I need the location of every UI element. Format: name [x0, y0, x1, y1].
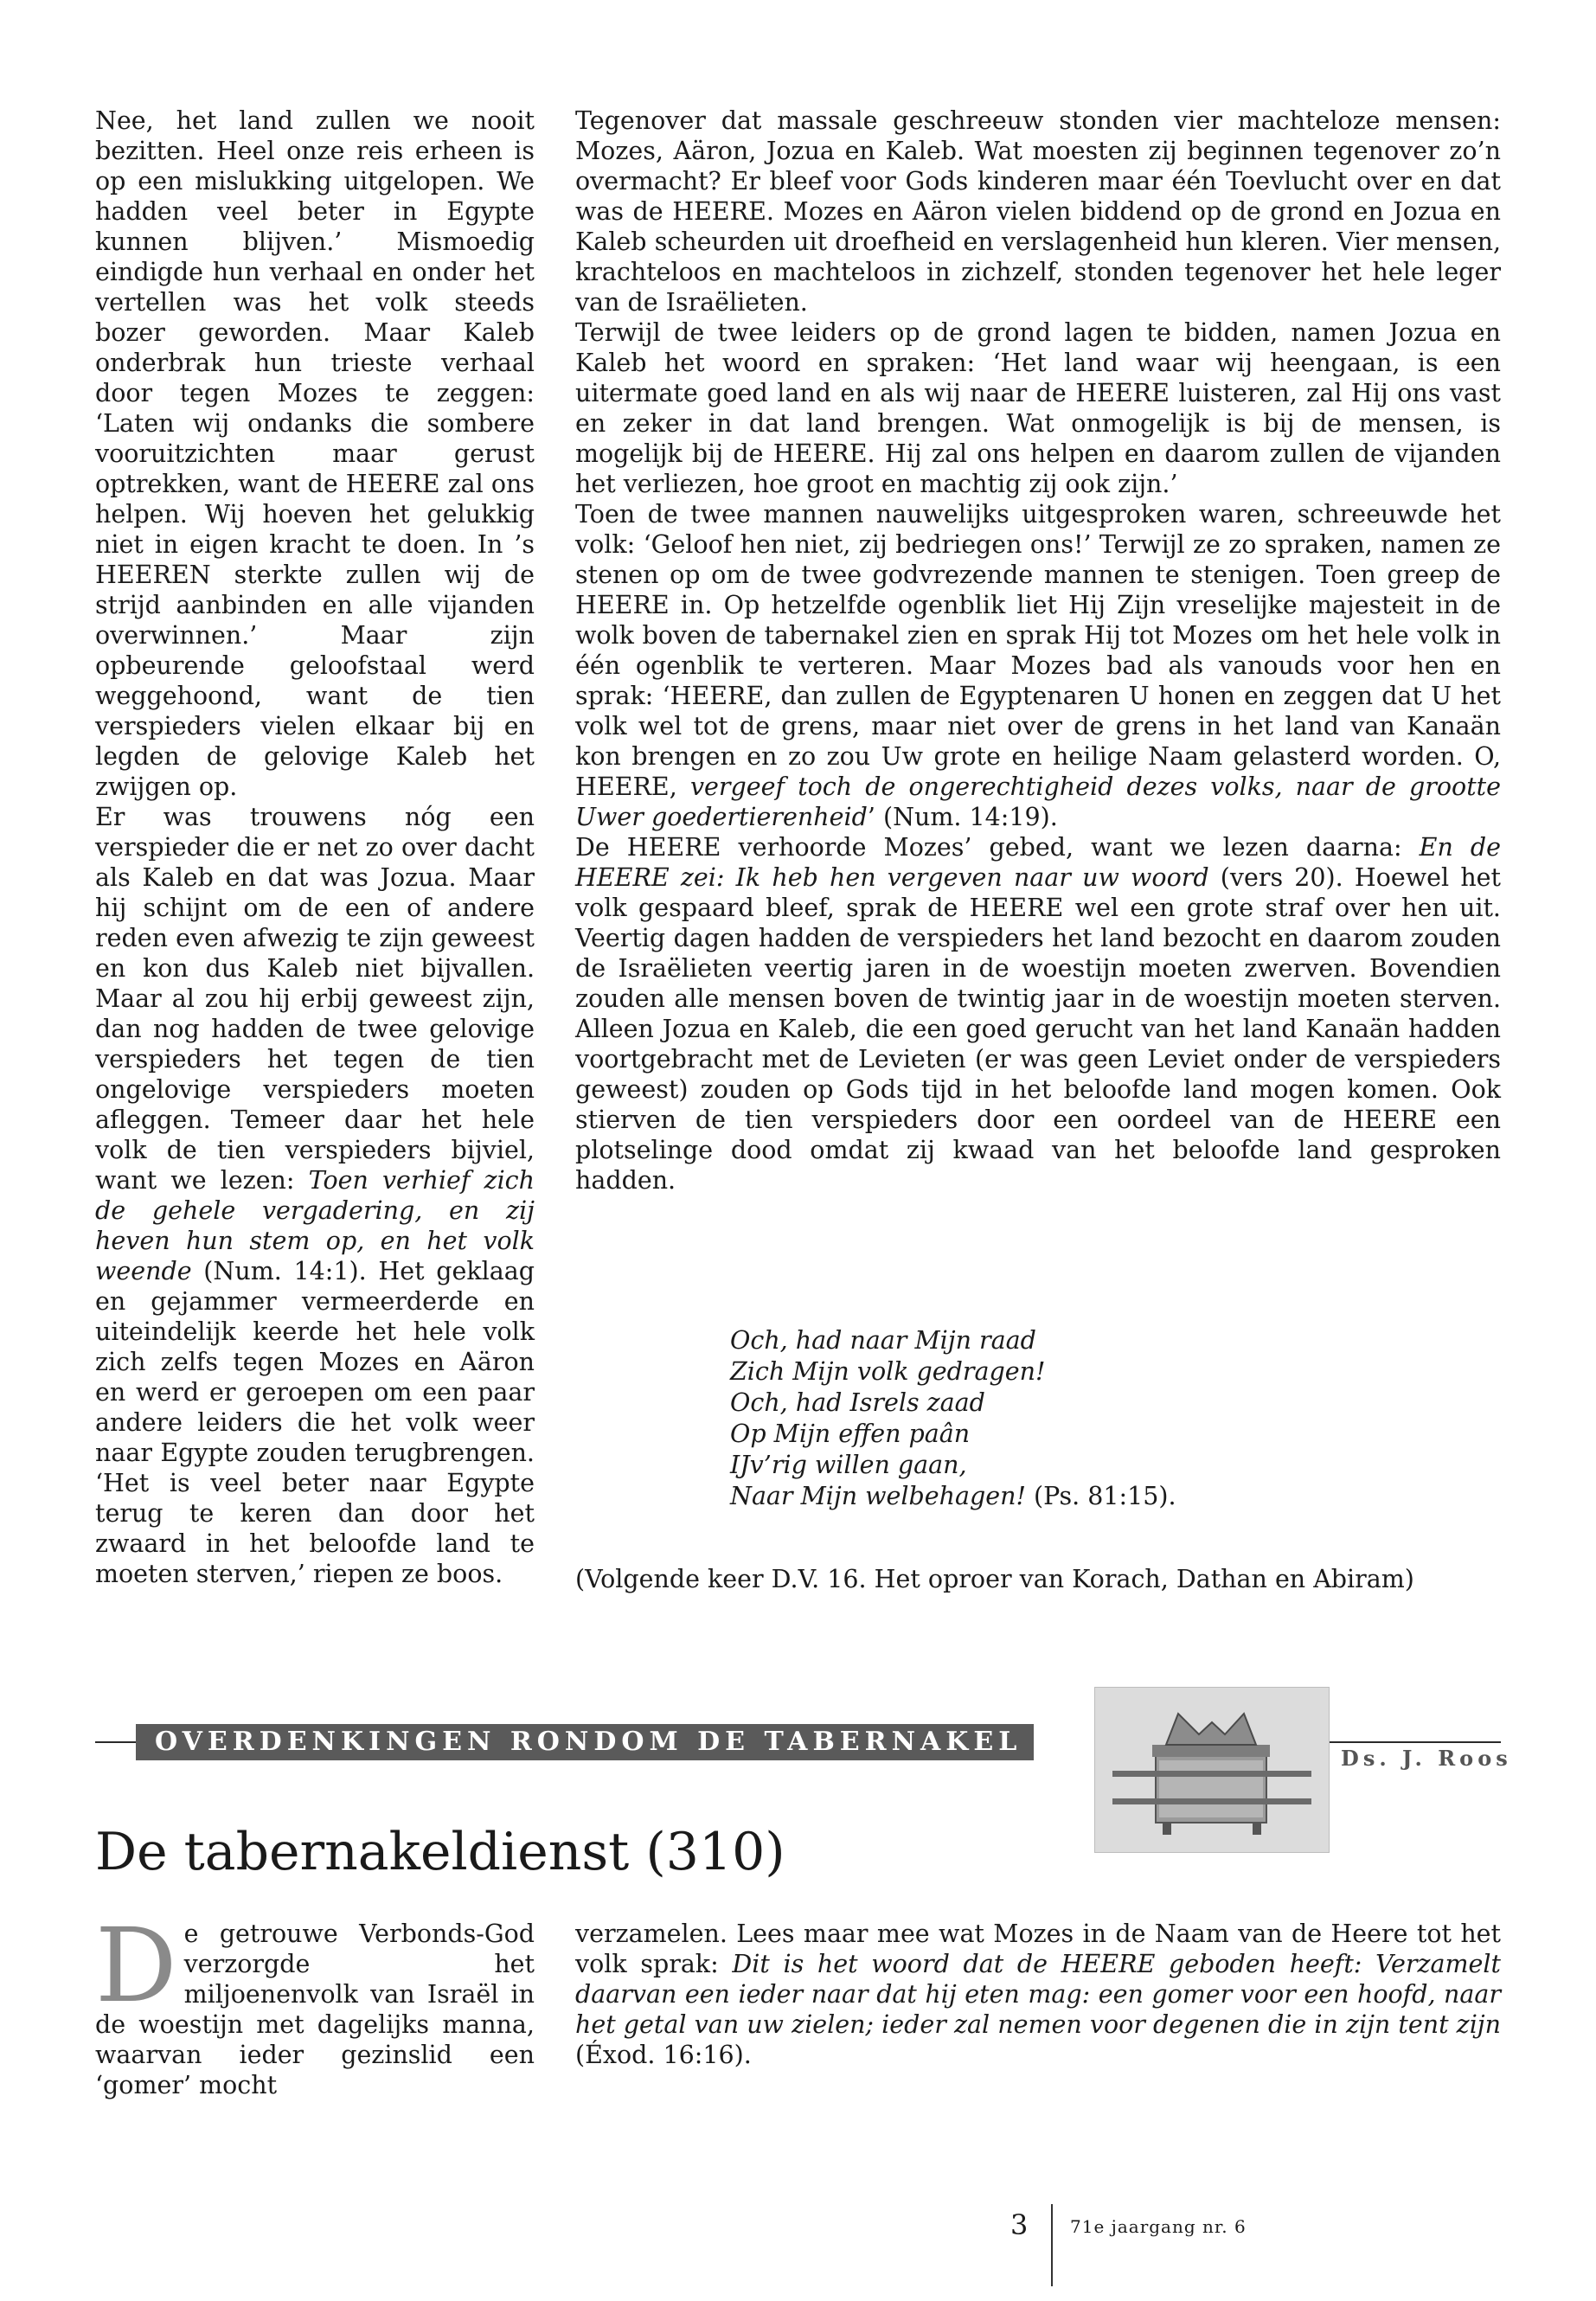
rubric-rule-right	[1328, 1741, 1501, 1743]
left-column	[95, 106, 535, 1589]
page-number: 3	[1010, 2208, 1029, 2241]
poem-line: IJv’rig willen gaan,	[730, 1451, 967, 1479]
paragraph: Nee, het land zullen we nooit bezitten. Heel onze reis erheen is op een mislukking uitgelopen. We hadden veel beter in Egypte kunnen blijven.’ Mismoedig eindigde hun verhaal en onder het vertellen was het volk steeds bozer geworden. Maar Kaleb onderbrak hun trieste verhaal door tegen Mozes te zeggen: ‘Laten wij ondanks die sombere vooruitzichten maar gerust optrekken, want de HEERE zal ons helpen. Wij hoeven het gelukkig niet in eigen kracht te doen. In ’s HEEREN sterkte zullen wij de strijd aanbinden en alle vijanden overwinnen.’ Maar zijn opbeurende geloofstaal werd weggehoond, want de tien verspieders vielen elkaar bij en legden de gelovige Kaleb het zwijgen op.	[95, 106, 535, 801]
psalm-quote	[730, 1325, 1176, 1512]
paragraph: Terwijl de twee leiders op de grond lagen te bidden, namen Jozua en Kaleb het woord en spraken: ‘Het land waar wij heengaan, is een uitermate goed land en als wij naar de HEERE luisteren, zal Hij ons vast en zeker in dat land brengen. Wat onmogelijk is bij de mensen, is mogelijk bij de HEERE. Hij zal ons helpen en daarom zullen de vijanden het verliezen, hoe groot en machtig zij ook zijn.’	[575, 318, 1501, 498]
poem-reference: (Ps. 81:15).	[1025, 1482, 1176, 1510]
article-intro: De getrouwe Verbonds-God verzorgde het miljoenenvolk van Israël in de woestijn met dagelijks manna, waarvan ieder gezinslid een ‘gomer’ mocht	[95, 1906, 535, 2099]
author-byline: Ds. J. Roos	[1341, 1746, 1512, 1771]
section-rubric: OVERDENKINGEN RONDOM DE TABERNAKEL	[136, 1724, 1034, 1760]
paragraph: Toen de twee mannen nauwelijks uitgesproken waren, schreeuwde het volk: ‘Geloof hen niet, zij bedriegen ons!’ Terwijl ze zo spraken, namen ze stenen op om de twee godvrezende mannen te stenigen. Toen greep de HEERE in. Op hetzelfde ogenblik liet Hij Zijn vreselijke majesteit in de wolk boven de tabernakel zien en sprak Hij tot Mozes om het hele volk in één ogenblik te verteren. Maar Mozes bad als vanouds voor hen en sprak: ‘HEERE, dan zullen de Egyptenaren U honen en zeggen dat U het volk wel tot de grens, maar niet over de grens in het land van Kanaän kon brengen en zo zou Uw grote en heilige Naam gelasterd worden. O, HEERE, vergeef toch de ongerechtigheid dezes volks, naar de grootte Uwer goedertierenheid’ (Num. 14:19).	[575, 500, 1501, 831]
rubric-rule-left	[95, 1741, 137, 1743]
right-column	[575, 106, 1501, 1195]
poem-line: Op Mijn effen paân	[730, 1420, 971, 1448]
ark-of-covenant-photo	[1094, 1687, 1330, 1853]
poem-line: Zich Mijn volk gedragen!	[730, 1357, 1046, 1386]
article-title: De tabernakeldienst (310)	[95, 1822, 785, 1882]
poem-line: Och, had naar Mijn raad	[730, 1326, 1036, 1355]
article-continuation: verzamelen. Lees maar mee wat Mozes in de Naam van de Heere tot het volk sprak: Dit is het woord dat de HEERE geboden heeft: Verzamelt daarvan een ieder naar dat hij eten mag: een gomer voor een hoofd, naar het getal van uw zielen; ieder zal nemen voor degenen die in zijn tent zijn (Éxod. 16:16).	[575, 1920, 1501, 2069]
footer-divider	[1051, 2204, 1053, 2286]
poem-line: Och, had Isrels zaad	[730, 1388, 985, 1417]
drop-cap: D	[95, 1906, 177, 2025]
paragraph: Tegenover dat massale geschreeuw stonden vier machteloze mensen: Mozes, Aäron, Jozua en Kaleb. Wat moesten zij beginnen tegenover zo’n overmacht? Er bleef voor Gods kinderen maar één Toevlucht over en dat was de HEERE. Mozes en Aäron vielen biddend op de grond en Jozua en Kaleb scheurden uit droefheid en verslagenheid hun kleren. Vier mensen, krachteloos en machteloos in zichzelf, stonden tegenover het hele leger van de Israëlieten.	[575, 106, 1501, 317]
next-episode-note: (Volgende keer D.V. 16. Het oproer van Korach, Dathan en Abiram)	[575, 1565, 1414, 1593]
poem-line: Naar Mijn welbehagen!	[730, 1482, 1026, 1510]
paragraph: Er was trouwens nóg een verspieder die er net zo over dacht als Kaleb en dat was Jozua. Maar hij schijnt om de een of andere reden even afwezig te zijn geweest en kon dus Kaleb niet bijvallen. Maar al zou hij erbij geweest zijn, dan nog hadden de twee gelovige verspieders het tegen de tien ongelovige verspieders moeten afleggen. Temeer daar het hele volk de tien verspieders bijviel, want we lezen: Toen verhief zich de gehele vergadering, en zij heven hun stem op, en het volk weende (Num. 14:1). Het geklaag en gejammer vermeerderde en uiteindelijk keerde het hele volk zich zelfs tegen Mozes en Aäron en werd er geroepen om een paar andere leiders die het volk weer naar Egypte zouden terugbrengen. ‘Het is veel beter naar Egypte terug te keren dan door het zwaard in het beloofde land te moeten sterven,’ riepen ze boos.	[95, 803, 535, 1588]
issue-label: 71e jaargang nr. 6	[1070, 2216, 1247, 2237]
paragraph: De HEERE verhoorde Mozes’ gebed, want we lezen daarna: En de HEERE zei: Ik heb hen vergeven naar uw woord (vers 20). Hoewel het volk gespaard bleef, sprak de HEERE wel een grote straf over hen uit. Veertig dagen hadden de verspieders het land bezocht en daarom zouden de Israëlieten veertig jaren in de woestijn moeten zwerven. Bovendien zouden alle mensen boven de twintig jaar in de woestijn moeten sterven. Alleen Jozua en Kaleb, die een goed gerucht van het land Kanaän hadden voortgebracht met de Levieten (er was geen Leviet onder de verspieders geweest) zouden op Gods tijd in het beloofde land mogen komen. Ook stierven de tien verspieders door een oordeel van de HEERE een plotselinge dood omdat zij kwaad van het beloofde land gesproken hadden.	[575, 833, 1501, 1195]
